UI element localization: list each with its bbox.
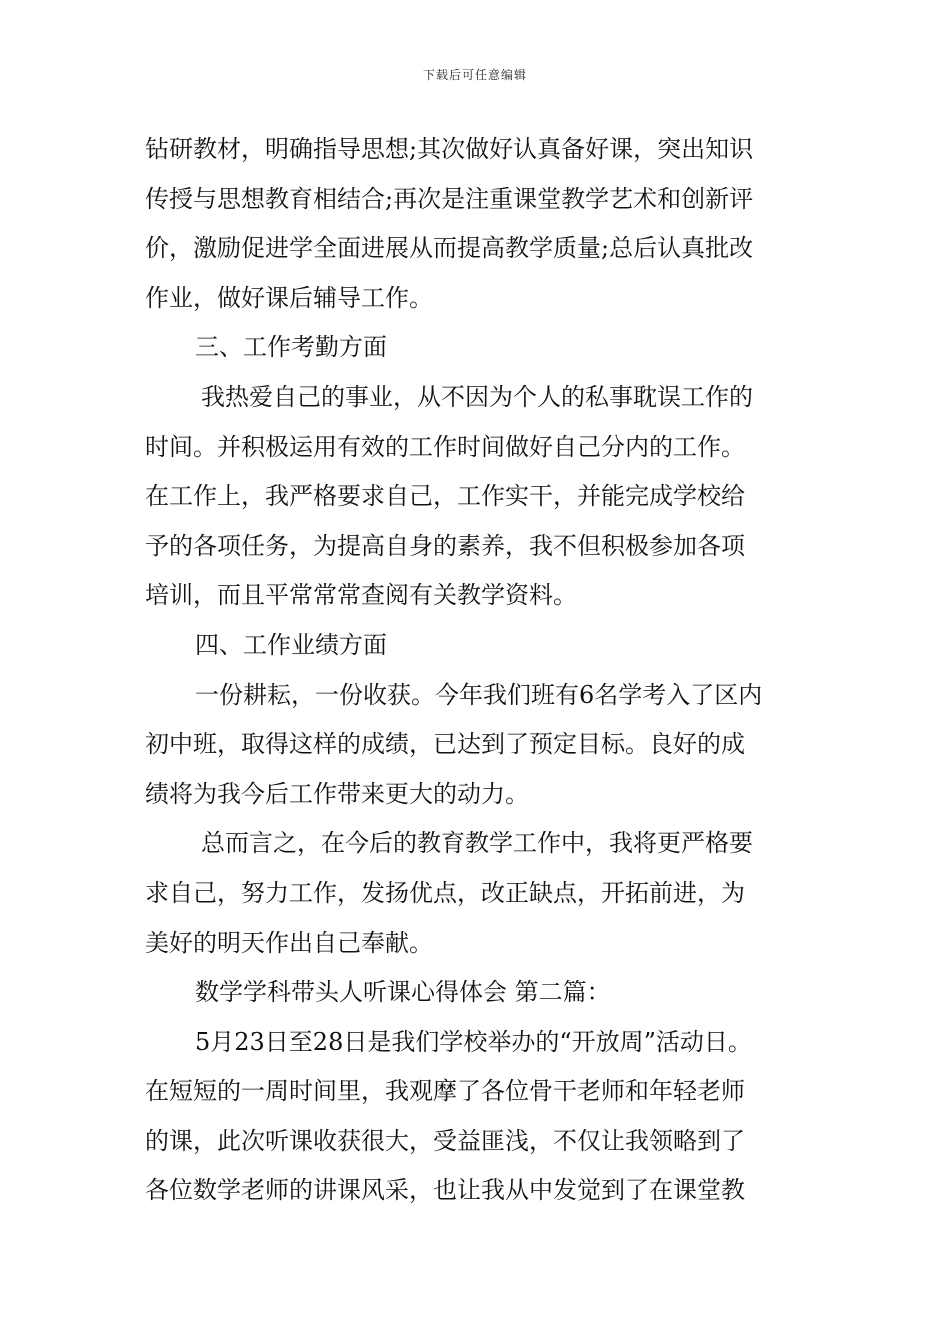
text-line: 时间。并积极运用有效的工作时间做好自己分内的工作。: [145, 432, 745, 461]
article-title-second: 数学学科带头人听课心得体会 第二篇：: [195, 978, 611, 1007]
text-line: 我热爱自己的事业，从不因为个人的私事耽误工作的: [201, 382, 753, 411]
text-line: 一份耕耘，一份收获。今年我们班有6名学考入了区内: [195, 680, 763, 709]
text-line: 求自己，努力工作，发扬优点，改正缺点，开拓前进，为: [145, 878, 745, 907]
text-line: 的课，此次听课收获很大，受益匪浅，不仅让我领略到了: [145, 1126, 745, 1155]
document-body: [145, 125, 825, 1216]
text-line: 美好的明天作出自己奉献。: [145, 928, 433, 957]
text-line: 在短短的一周时间里，我观摩了各位骨干老师和年轻老师: [145, 1077, 745, 1106]
text-line: 绩将为我今后工作带来更大的动力。: [145, 779, 529, 808]
text-line: 传授与思想教育相结合;再次是注重课堂教学艺术和创新评: [145, 184, 754, 213]
text-line: 在工作上，我严格要求自己，工作实干，并能完成学校给: [145, 482, 745, 511]
text-line: 价，激励促进学全面进展从而提高教学质量;总后认真批改: [145, 234, 754, 263]
text-line: 培训，而且平常常常查阅有关教学资料。: [145, 581, 577, 610]
section-heading-attendance: 三、工作考勤方面: [195, 333, 387, 362]
text-line: 各位数学老师的讲课风采，也让我从中发觉到了在课堂教: [145, 1176, 745, 1205]
text-line: 初中班，取得这样的成绩，已达到了预定目标。良好的成: [145, 730, 745, 759]
text-line: 5月23日至28日是我们学校举办的“开放周”活动日。: [195, 1027, 752, 1056]
page-header: 下载后可任意编辑: [422, 68, 527, 82]
text-line: 予的各项任务，为提高自身的素养，我不但积极参加各项: [145, 531, 745, 560]
text-line: 总而言之，在今后的教育教学工作中，我将更严格要: [201, 829, 753, 858]
section-heading-performance: 四、工作业绩方面: [195, 630, 387, 659]
text-line: 作业，做好课后辅导工作。: [145, 283, 433, 312]
text-line: 钻研教材，明确指导思想;其次做好认真备好课，突出知识: [145, 135, 754, 163]
